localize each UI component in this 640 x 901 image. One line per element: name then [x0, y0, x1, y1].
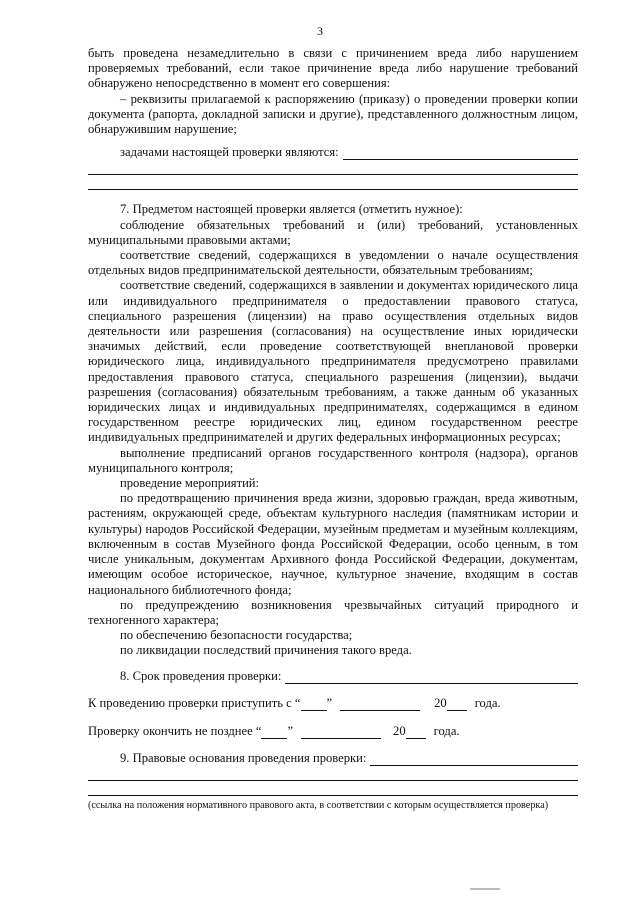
- end-month-blank[interactable]: [301, 726, 381, 739]
- section7-item: соблюдение обязательных требований и (или) требований, установленных муниципальными правовыми актами;: [88, 217, 578, 247]
- end-year-prefix: 20: [393, 723, 406, 738]
- tasks-label: задачами настоящей проверки являются:: [120, 145, 339, 160]
- section7-item: по предотвращению причинения вреда жизни, здоровью граждан, вреда животным, растениям, окружающей среде, объектам культурного наследия (памятникам истории и культуры) народов Российской Федерации, музейным предметам и музейным коллекциям, включенным в состав Музейного фонда Российской Федерации, особо ценным, в том числе уникальным, документам Архивного фонда Российской Федерации, документам, имеющим особое историческое, научное, культурное значение, входящим в состав национального библиотечного фонда;: [88, 491, 578, 597]
- section7-item: соответствие сведений, содержащихся в заявлении и документах юридического лица или индивидуального предпринимателя о предоставлении правового статуса, специального разрешения (лицензии) на право осуществления отдельных видов деятельности или разрешения (согласования) на осуществление иных юридически значимых действий, если проведение соответствующей внеплановой проверки юридического лица, индивидуального предпринимателя предусмотрено правилами предоставления правового статуса, специального разрешения (лицензии), выдачи разрешения (согласования) обязательным требованиям, а также данным об указанных юридических лицах и индивидуальных предпринимателях, содержащимся в едином государственном реестре юридических лиц, едином государственном реестре индивидуальных предпринимателей и других федеральных информационных ресурсах;: [88, 278, 578, 445]
- section9-line: [88, 751, 578, 766]
- tasks-blank-line-2[interactable]: [88, 160, 578, 175]
- start-quote: ”: [326, 695, 333, 710]
- scan-mark: [470, 888, 500, 890]
- section7-item: соответствие сведений, содержащихся в уведомлении о начале осуществления отдельных видов предпринимательской деятельности, обязательным требованиям;: [88, 248, 578, 278]
- section7-item: по ликвидации последствий причинения такого вреда.: [120, 643, 412, 658]
- start-month-blank[interactable]: [340, 698, 420, 711]
- end-quote: ”: [287, 723, 294, 738]
- section8-blank[interactable]: [285, 671, 578, 684]
- section8-heading: 8. Срок проведения проверки:: [120, 668, 282, 683]
- section7-item: по предупреждению возникновения чрезвычайных ситуаций природного и техногенного характера;: [88, 597, 578, 627]
- section7-heading: 7. Предметом настоящей проверки является (отметить нужное):: [120, 202, 463, 217]
- section9-blank-line-2[interactable]: [88, 766, 578, 781]
- tasks-blank-line-3[interactable]: [88, 175, 578, 190]
- end-date-line: [88, 724, 578, 739]
- page-number: 3: [317, 24, 323, 38]
- intro-paragraph: быть проведена незамедлительно в связи с причинением вреда либо нарушением проверяемых требований, если такое причинение вреда либо нарушение требований обнаружено непосредственно в момент его совершения:: [88, 46, 578, 91]
- end-day-blank[interactable]: [261, 726, 287, 739]
- document-body: [88, 46, 578, 813]
- section7-item: проведение мероприятий:: [120, 476, 260, 491]
- start-prefix: К проведению проверки приступить с “: [88, 695, 301, 710]
- section9-heading: 9. Правовые основания проведения проверки:: [120, 751, 367, 766]
- start-year-blank[interactable]: [447, 698, 467, 711]
- tasks-line: [88, 145, 578, 160]
- section8-line: [88, 669, 578, 684]
- end-prefix: Проверку окончить не позднее “: [88, 723, 262, 738]
- section7-item: по обеспечению безопасности государства;: [120, 628, 353, 643]
- start-year-suffix: года.: [474, 695, 501, 710]
- start-date-line: [88, 696, 578, 711]
- section9-blank[interactable]: [370, 753, 578, 766]
- tasks-blank[interactable]: [343, 147, 578, 160]
- start-day-blank[interactable]: [301, 698, 327, 711]
- requisites-paragraph: – реквизиты прилагаемой к распоряжению (приказу) о проведении проверки копии документа (рапорта, докладной записки и другие), представленного должностным лицом, обнаружившим нарушение;: [88, 91, 578, 137]
- section9-note: (ссылка на положения нормативного правового акта, в соответствии с которым осуществляется проверка): [88, 800, 549, 812]
- section9-blank-line-3[interactable]: [88, 781, 578, 796]
- end-year-suffix: года.: [433, 723, 460, 738]
- start-year-prefix: 20: [434, 695, 447, 710]
- end-year-blank[interactable]: [406, 726, 426, 739]
- section7-item: выполнение предписаний органов государственного контроля (надзора), органов муниципального контроля;: [88, 445, 578, 475]
